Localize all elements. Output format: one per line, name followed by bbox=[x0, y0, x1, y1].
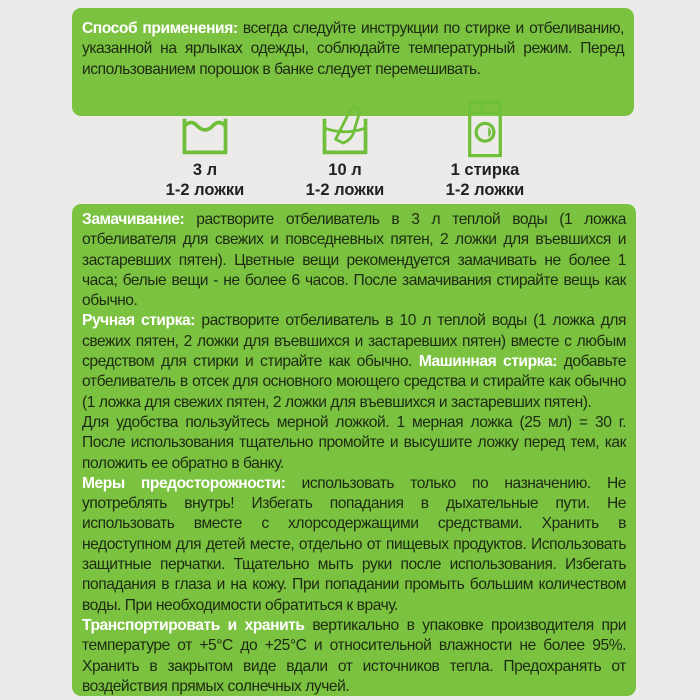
storage-text: вертикально в упаковке производителя при температуре от +5°С до +25°С и относительной влажности не более 95%. Хранить в закрытом виде вдали от источников тепла. Предохранять от воздействия прямых солнечных лучей. bbox=[82, 616, 627, 695]
washing-machine-icon bbox=[467, 100, 503, 158]
usage-heading: Способ применения: bbox=[82, 20, 238, 37]
dosage-amount: 1-2 ложки bbox=[445, 181, 525, 199]
storage-heading: Транспортировать и хранить bbox=[82, 616, 305, 634]
dosage-soak bbox=[155, 100, 255, 202]
hand-wash-text: растворите отбеливатель в 10 л теплой воды (1 ложка для свежих пятен, 2 ложки для въевшихся и застаревших пятен) вместе с любым средством для стирки и стирайте как обычно. bbox=[82, 312, 626, 371]
usage-text: всегда следуйте инструкции по стирке и отбеливанию, указанной на ярлыках одежды, соблюдайте температурный режим. Перед использованием порошок в банке следует перемешивать. bbox=[82, 20, 624, 78]
machine-wash-text: добавьте отбеливатель в отсек для основного моющего средства и стирайте как обычно (1 ложка для свежих пятен, 2 ложки для въевшихся и застаревших пятен). bbox=[82, 353, 626, 411]
dosage-volume: 3 л bbox=[192, 161, 218, 179]
safety-heading: Меры предосторожности: bbox=[82, 474, 286, 492]
dosage-amount: 1-2 ложки bbox=[165, 181, 245, 199]
hand-wash-heading: Ручная стирка: bbox=[82, 312, 195, 330]
dosage-amount: 1-2 ложки bbox=[305, 181, 385, 199]
soaking-text: растворите отбеливатель в 3 л теплой воды (1 ложка отбеливателя для свежих и повседневных пятен, 2 ложки для въевшихся и застаревших пятен). Цветные вещи рекомендуется замачивать не более 1 часа; белые вещи - не более 6 часов. После замачивания стирайте вещь как обычно. bbox=[82, 211, 626, 310]
hand-wash-icon bbox=[317, 100, 373, 158]
dosage-row bbox=[0, 100, 700, 202]
dosage-volume: 1 стирка bbox=[450, 161, 520, 179]
spoon-text: Для удобства пользуйтесь мерной ложкой. 1 мерная ложка (25 мл) = 30 г. После использования тщательно промойте и высушите ложку перед тем, как положить ее обратно в банку. bbox=[82, 413, 626, 472]
machine-wash-heading: Машинная стирка: bbox=[418, 353, 557, 371]
dosage-volume: 10 л bbox=[328, 161, 362, 179]
dosage-hand bbox=[290, 100, 400, 202]
dosage-machine bbox=[425, 100, 545, 202]
safety-text: использовать только по назначению. Не употреблять внутрь! Избегать попадания в дыхательные пути. Не использовать вместе с хлорсодержащими средствами. Хранить в недоступном для детей месте, отдельно от пищевых продуктов. Использовать защитные перчатки. Тщательно мыть руки после использования. Избегать попадания в глаза и на кожу. При попадании промыть большим количеством воды. При необходимости обратиться к врачу. bbox=[82, 474, 626, 614]
instructions-panel bbox=[72, 204, 636, 696]
basin-icon bbox=[177, 100, 233, 158]
soaking-heading: Замачивание: bbox=[82, 211, 185, 228]
